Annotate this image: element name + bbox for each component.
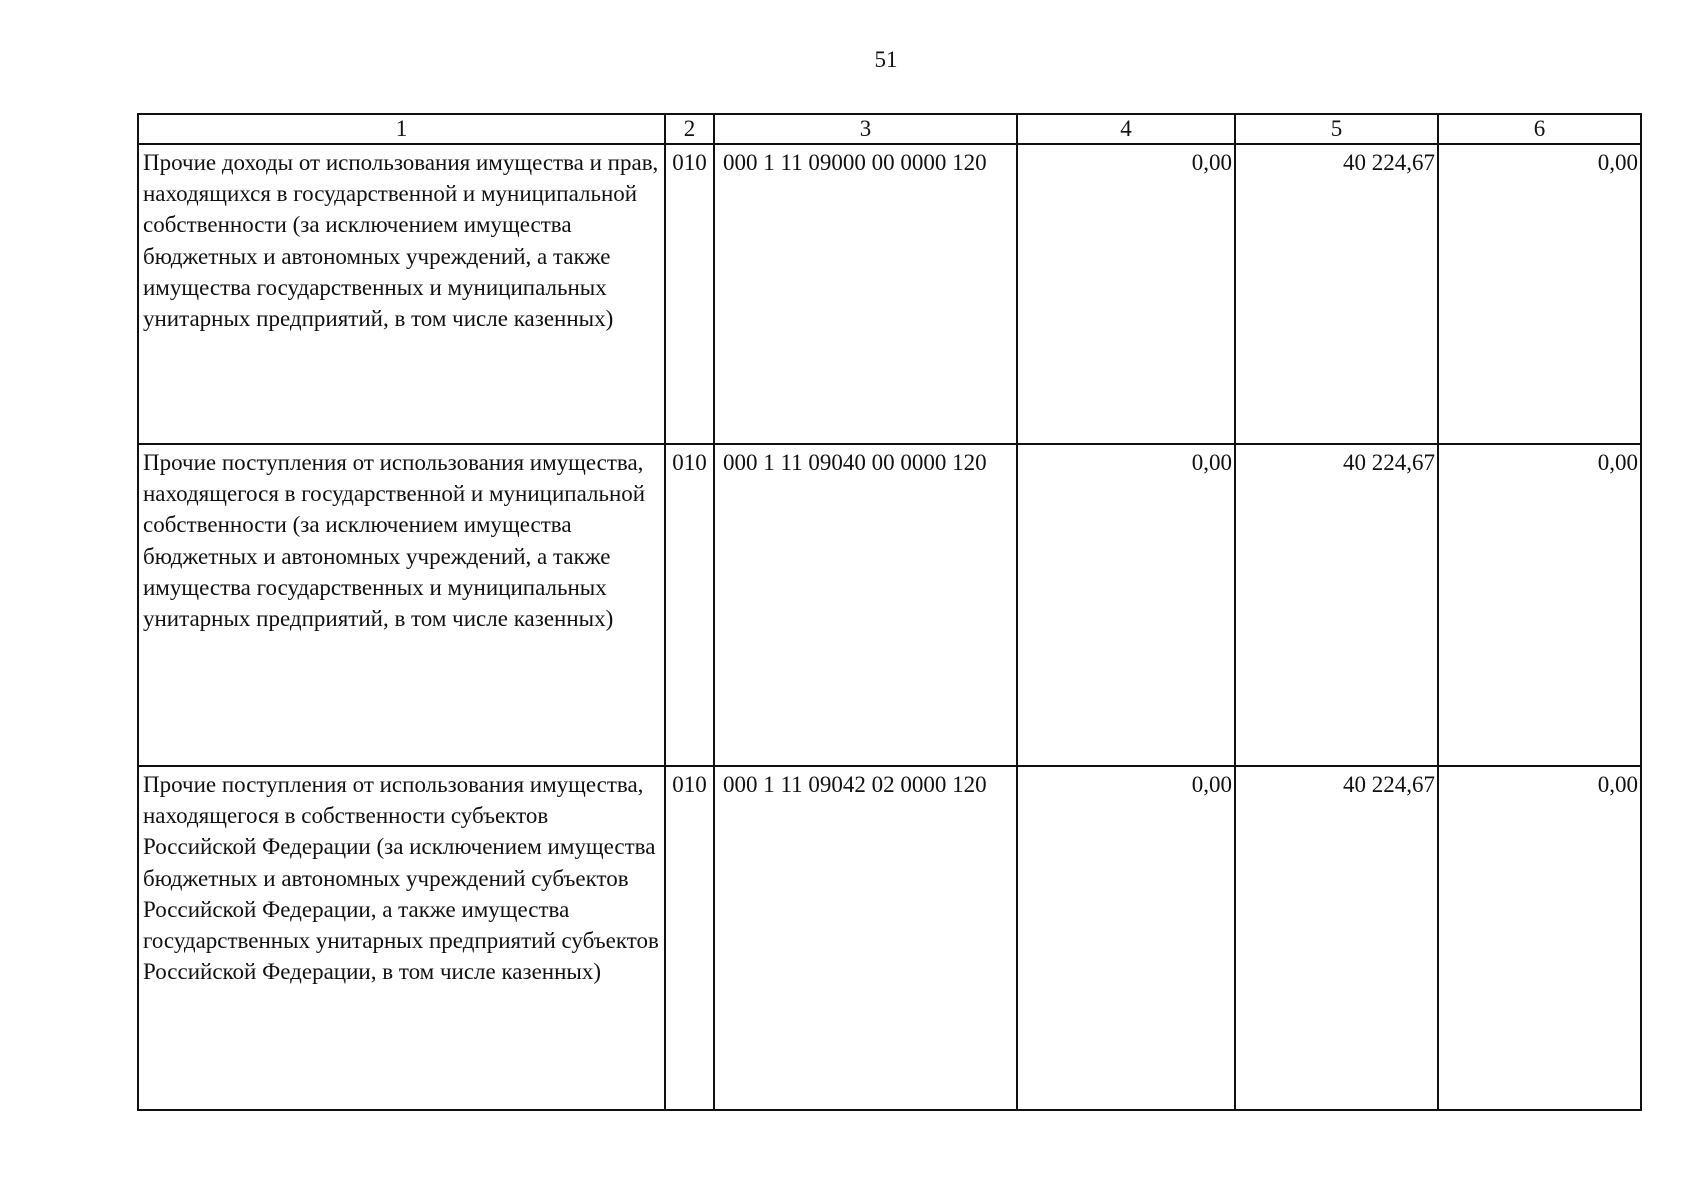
income-code-cell: 000 1 11 09042 02 0000 120 bbox=[714, 766, 1017, 1110]
value-cell-col6: 0,00 bbox=[1438, 144, 1641, 444]
column-header-3: 3 bbox=[714, 114, 1017, 144]
line-code-cell: 010 bbox=[665, 444, 714, 766]
income-name-cell: Прочие поступления от использования имущества, находящегося в собственности субъектов Российской Федерации (за исключением имущества бюджетных и автономных учреждений субъектов Российской Федерации, а также имущества государственных унитарных предприятий субъектов Российской Федерации, в том числе казенных) bbox=[138, 766, 665, 1110]
column-header-6: 6 bbox=[1438, 114, 1641, 144]
value-cell-col5: 40 224,67 bbox=[1235, 144, 1438, 444]
table-row bbox=[138, 144, 1641, 444]
income-name-cell: Прочие доходы от использования имущества и прав, находящихся в государственной и муниципальной собственности (за исключением имущества бюджетных и автономных учреждений, а также имущества государственных и муниципальных унитарных предприятий, в том числе казенных) bbox=[138, 144, 665, 444]
page-number: 51 bbox=[874, 47, 898, 72]
income-code-cell: 000 1 11 09000 00 0000 120 bbox=[714, 144, 1017, 444]
line-code-cell: 010 bbox=[665, 144, 714, 444]
income-name-cell: Прочие поступления от использования имущества, находящегося в государственной и муниципальной собственности (за исключением имущества бюджетных и автономных учреждений, а также имущества государственных и муниципальных унитарных предприятий, в том числе казенных) bbox=[138, 444, 665, 766]
table-header-row bbox=[138, 114, 1641, 144]
value-cell-col6: 0,00 bbox=[1438, 766, 1641, 1110]
value-cell-col5: 40 224,67 bbox=[1235, 766, 1438, 1110]
column-header-5: 5 bbox=[1235, 114, 1438, 144]
value-cell-col6: 0,00 bbox=[1438, 444, 1641, 766]
column-header-1: 1 bbox=[138, 114, 665, 144]
income-table bbox=[137, 113, 1642, 1111]
column-header-2: 2 bbox=[665, 114, 714, 144]
value-cell-col5: 40 224,67 bbox=[1235, 444, 1438, 766]
value-cell-col4: 0,00 bbox=[1017, 444, 1235, 766]
table-row bbox=[138, 444, 1641, 766]
value-cell-col4: 0,00 bbox=[1017, 144, 1235, 444]
column-header-4: 4 bbox=[1017, 114, 1235, 144]
line-code-cell: 010 bbox=[665, 766, 714, 1110]
income-code-cell: 000 1 11 09040 00 0000 120 bbox=[714, 444, 1017, 766]
value-cell-col4: 0,00 bbox=[1017, 766, 1235, 1110]
table-row bbox=[138, 766, 1641, 1110]
